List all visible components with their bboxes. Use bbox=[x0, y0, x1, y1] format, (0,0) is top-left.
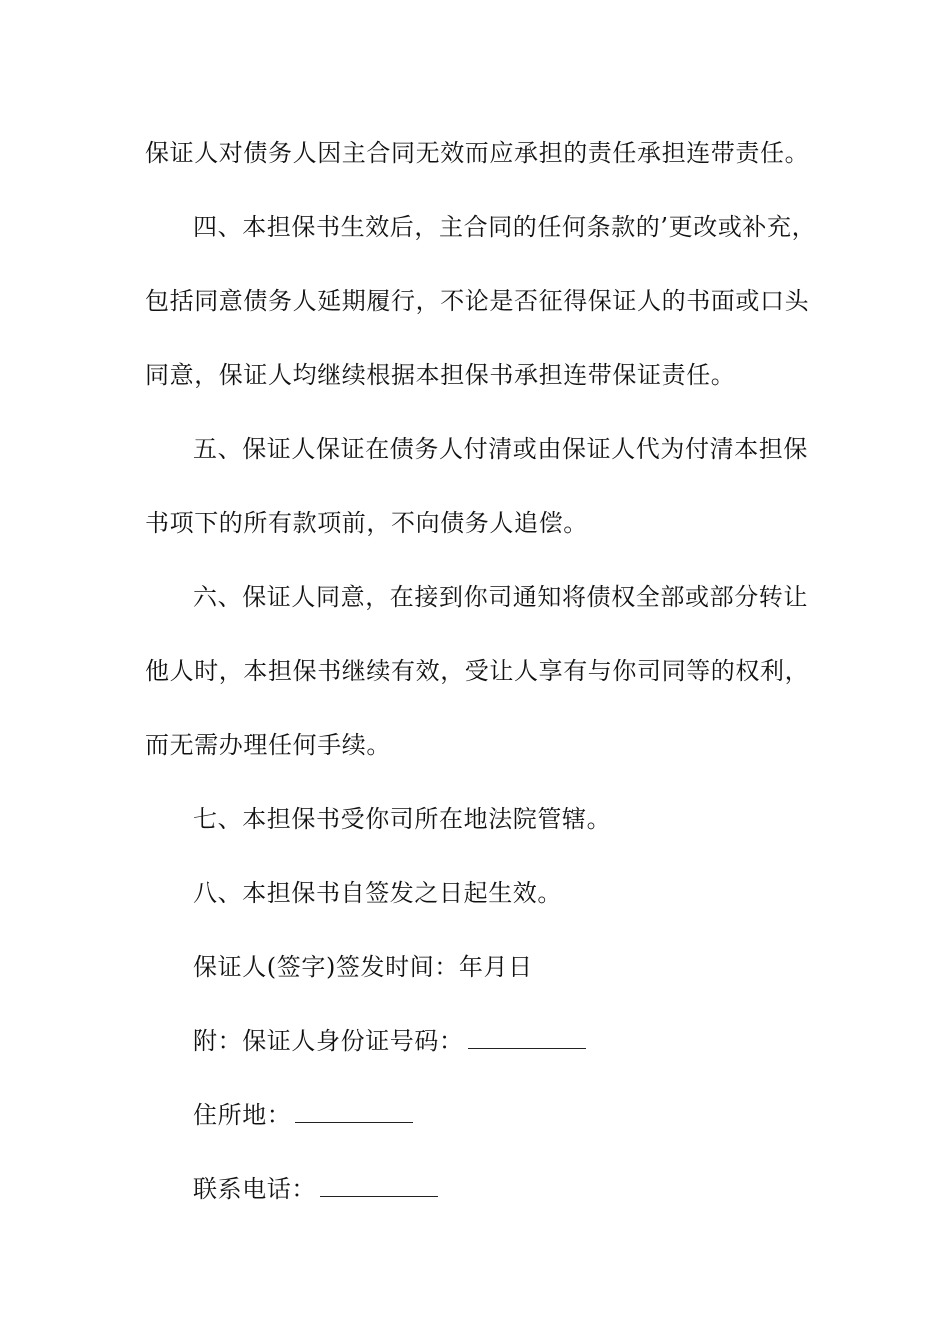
phone-blank[interactable] bbox=[320, 1174, 438, 1197]
clause-7: 七、本担保书受你司所在地法院管辖。 bbox=[193, 805, 612, 833]
address-blank[interactable] bbox=[295, 1100, 413, 1123]
clause-6-line-3: 而无需办理任何手续。 bbox=[145, 731, 391, 759]
clause-4-line-1: 四、本担保书生效后，主合同的任何条款的’更改或补充， bbox=[193, 213, 817, 241]
paragraph-3-tail: 保证人对债务人因主合同无效而应承担的责任承担连带责任。 bbox=[145, 139, 810, 167]
clause-8: 八、本担保书自签发之日起生效。 bbox=[193, 879, 562, 907]
clause-5-line-2: 书项下的所有款项前，不向债务人追偿。 bbox=[145, 509, 588, 537]
clause-5-line-1: 五、保证人保证在债务人付清或由保证人代为付清本担保 bbox=[193, 435, 808, 463]
clause-6-line-1: 六、保证人同意，在接到你司通知将债权全部或部分转让 bbox=[193, 583, 808, 611]
clause-4-line-2: 包括同意债务人延期履行，不论是否征得保证人的书面或口头 bbox=[145, 287, 810, 315]
id-number-blank[interactable] bbox=[468, 1026, 586, 1049]
phone-field bbox=[193, 1174, 438, 1204]
id-number-label: 附：保证人身份证号码： bbox=[193, 1027, 464, 1055]
clause-6-line-2: 他人时，本担保书继续有效，受让人享有与你司同等的权利， bbox=[145, 657, 810, 685]
signature-date-line: 保证人(签字)签发时间：年月日 bbox=[193, 953, 533, 981]
clause-4-line-3: 同意，保证人均继续根据本担保书承担连带保证责任。 bbox=[145, 361, 736, 389]
address-field bbox=[193, 1100, 413, 1130]
phone-label: 联系电话： bbox=[193, 1175, 316, 1203]
id-number-field bbox=[193, 1026, 586, 1056]
address-label: 住所地： bbox=[193, 1101, 292, 1129]
